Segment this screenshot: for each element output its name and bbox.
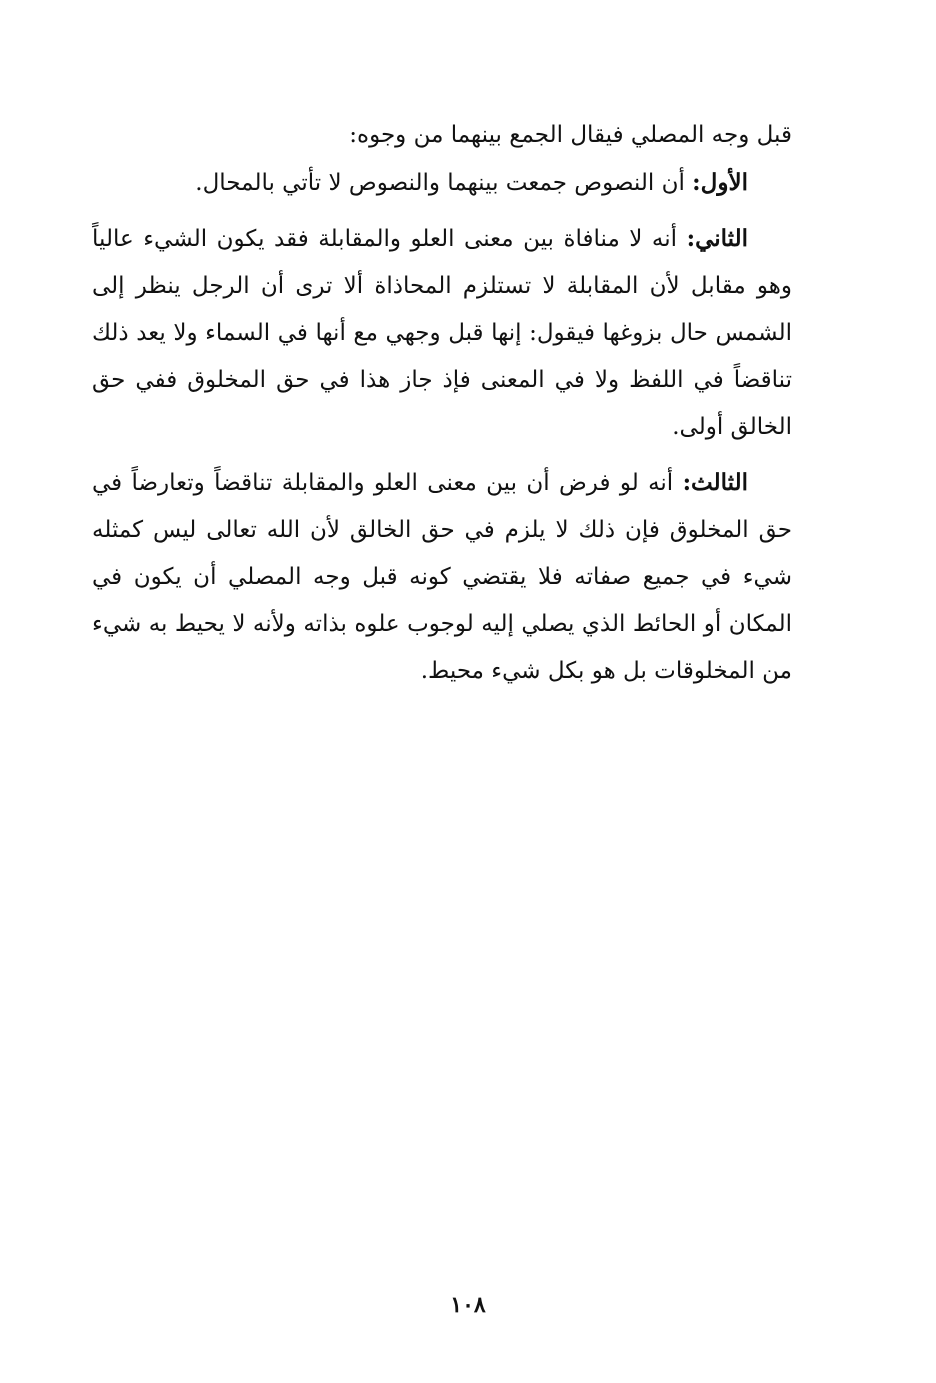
point-third-lead: الثالث: (682, 469, 748, 496)
intro-paragraph: قبل وجه المصلي فيقال الجمع بينهما من وجوه: (349, 122, 792, 148)
point-first (92, 159, 792, 207)
point-second (92, 215, 792, 451)
point-third (92, 459, 792, 695)
point-second-lead: الثاني: (686, 225, 748, 252)
page-number: ١٠٨ (450, 1292, 486, 1318)
point-first-lead: الأول: (692, 169, 748, 196)
point-first-text: أن النصوص جمعت بينهما والنصوص لا تأتي بالمحال. (195, 170, 693, 196)
point-third-text: أنه لو فرض أن بين معنى العلو والمقابلة تناقضاً وتعارضاً في حق المخلوق فإن ذلك لا يلزم في حق الخالق لأن الله تعالى ليس كمثله شيء في جميع صفاته فلا يقتضي كونه قبل وجه المصلي أن يكون في المكان أو الحائط الذي يصلي إليه لوجوب علوه بذاته ولأنه لا يحيط به شيء من المخلوقات بل هو بكل شيء محيط. (92, 470, 792, 684)
body-text (92, 112, 792, 695)
point-second-text: أنه لا منافاة بين معنى العلو والمقابلة فقد يكون الشيء عالياً وهو مقابل لأن المقابلة لا تستلزم المحاذاة ألا ترى أن الرجل ينظر إلى الشمس حال بزوغها فيقول: إنها قبل وجهي مع أنها في السماء ولا يعد ذلك تناقضاً في اللفظ ولا في المعنى فإذ جاز هذا في حق المخلوق ففي حق الخالق أولى. (92, 226, 792, 440)
